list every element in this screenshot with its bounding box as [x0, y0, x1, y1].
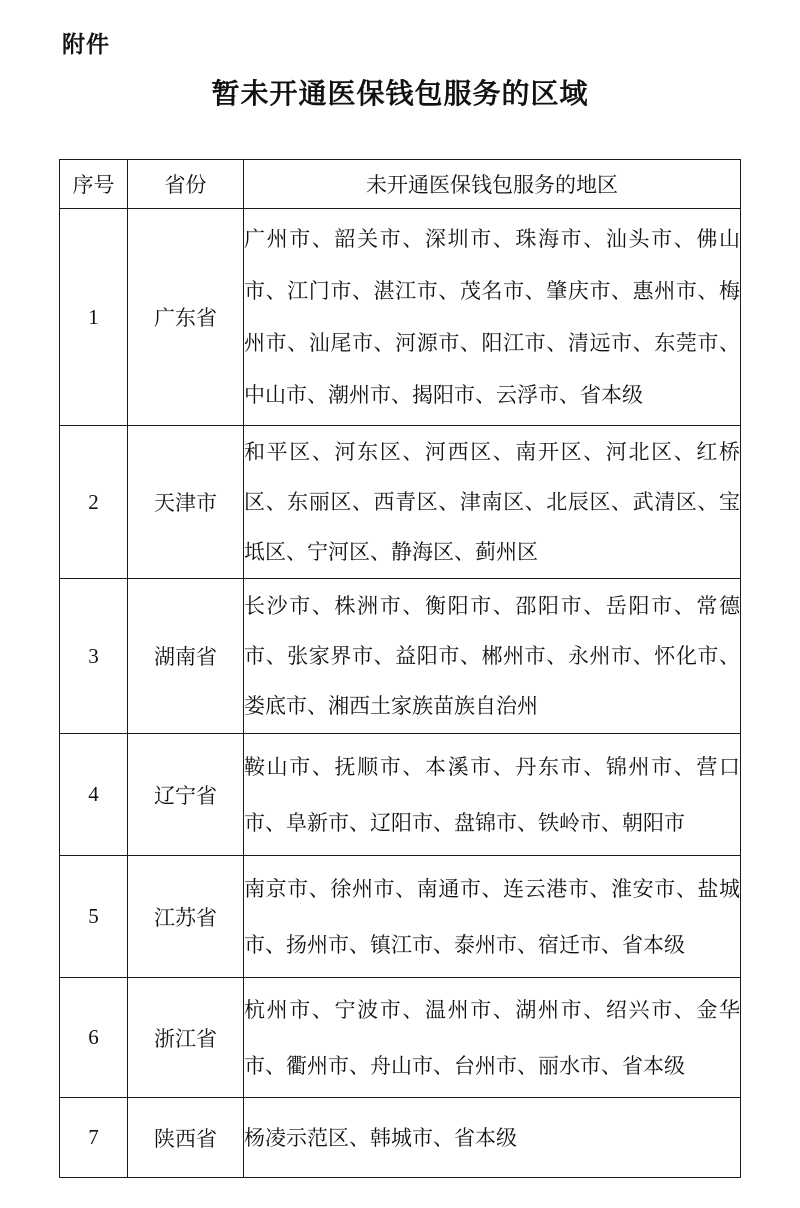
page-title: 暂未开通医保钱包服务的区域 [211, 79, 589, 110]
header-serial-number: 序号 [60, 160, 128, 209]
serial-cell: 6 [60, 978, 128, 1098]
header-regions: 未开通医保钱包服务的地区 [244, 160, 741, 209]
serial-cell: 4 [60, 734, 128, 856]
table-row [60, 978, 741, 1098]
table-row [60, 426, 741, 579]
regions-cell: 杭州市、宁波市、温州市、湖州市、绍兴市、金华市、衢州市、舟山市、台州市、丽水市、省本级 [244, 978, 741, 1098]
serial-cell: 2 [60, 426, 128, 579]
table-row [60, 856, 741, 978]
province-cell: 湖南省 [128, 579, 244, 734]
province-cell: 天津市 [128, 426, 244, 579]
regions-cell: 和平区、河东区、河西区、南开区、河北区、红桥区、东丽区、西青区、津南区、北辰区、武清区、宝坻区、宁河区、静海区、蓟州区 [244, 426, 741, 579]
province-cell: 陕西省 [128, 1098, 244, 1178]
province-cell: 浙江省 [128, 978, 244, 1098]
regions-cell: 长沙市、株洲市、衡阳市、邵阳市、岳阳市、常德市、张家界市、益阳市、郴州市、永州市、怀化市、娄底市、湘西土家族苗族自治州 [244, 579, 741, 734]
province-cell: 广东省 [128, 209, 244, 426]
serial-cell: 5 [60, 856, 128, 978]
regions-cell: 杨凌示范区、韩城市、省本级 [244, 1098, 741, 1178]
table-row [60, 579, 741, 734]
province-cell: 辽宁省 [128, 734, 244, 856]
province-cell: 江苏省 [128, 856, 244, 978]
table-row [60, 209, 741, 426]
regions-cell: 鞍山市、抚顺市、本溪市、丹东市、锦州市、营口市、阜新市、辽阳市、盘锦市、铁岭市、朝阳市 [244, 734, 741, 856]
table-row [60, 1098, 741, 1178]
serial-cell: 1 [60, 209, 128, 426]
serial-cell: 3 [60, 579, 128, 734]
regions-cell: 广州市、韶关市、深圳市、珠海市、汕头市、佛山市、江门市、湛江市、茂名市、肇庆市、惠州市、梅州市、汕尾市、河源市、阳江市、清远市、东莞市、中山市、潮州市、揭阳市、云浮市、省本级 [244, 209, 741, 426]
table-header-row [60, 160, 741, 209]
regions-cell: 南京市、徐州市、南通市、连云港市、淮安市、盐城市、扬州市、镇江市、泰州市、宿迁市、省本级 [244, 856, 741, 978]
attachment-label: 附件 [62, 32, 110, 57]
table-row [60, 734, 741, 856]
header-province: 省份 [128, 160, 244, 209]
regions-table [59, 159, 741, 1178]
serial-cell: 7 [60, 1098, 128, 1178]
